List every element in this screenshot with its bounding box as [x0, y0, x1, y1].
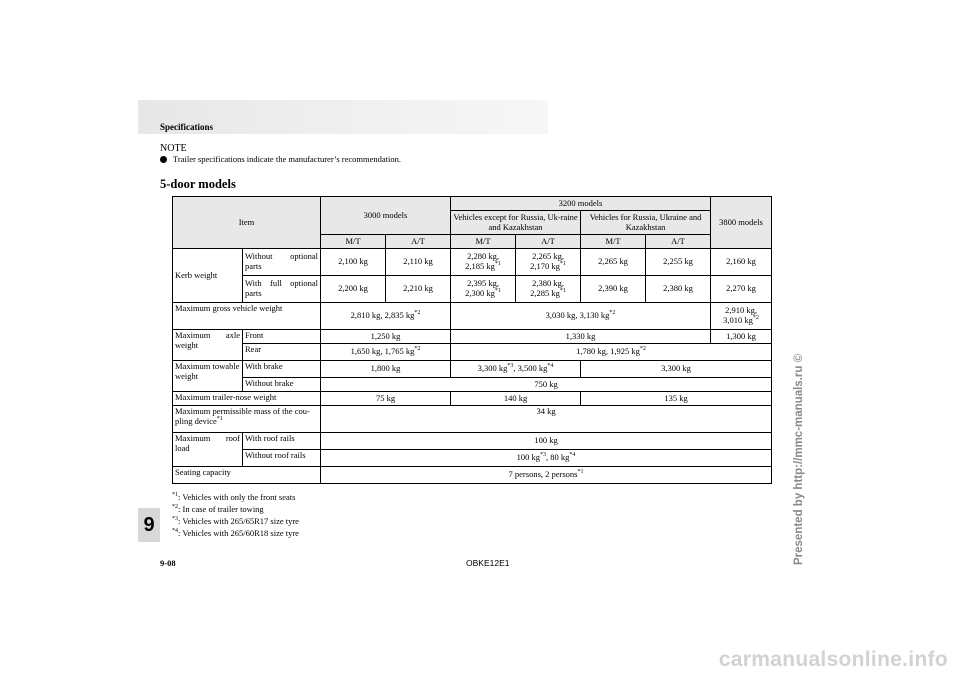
cell: 3,030 kg, 3,130 $kg^{*2}$ [451, 303, 711, 330]
cell: 1,300 kg [711, 330, 772, 344]
watermark: carmanualsonline.info [718, 648, 948, 671]
spec-table [172, 196, 772, 484]
cell: 2,265 kg [581, 249, 646, 276]
cell: 2,810 kg, 2,835 $kg^{*2}$ [321, 303, 451, 330]
cell: 750 kg [321, 378, 772, 392]
cell: 1,780 kg, 1,925 $kg^{*2}$ [451, 344, 772, 361]
footnote: $^{*2}$: In case of trailer towing [172, 504, 264, 514]
bullet-icon [160, 156, 167, 163]
label-nose: Maximum trailer-nose weight [173, 392, 321, 406]
footnotes [172, 491, 299, 539]
label-rear: Rear [243, 344, 321, 361]
cell: 2,100 kg [321, 249, 386, 276]
label-without-rails: Without roof rails [243, 450, 321, 467]
header-mt: M/T [581, 235, 646, 249]
label-with-rails: With roof rails [243, 433, 321, 450]
cell: 2,395 kg, 2,300 $kg^{*1}$ [451, 276, 516, 303]
footnote: $^{*3}$: Vehicles with 265/65R17 size tyre [172, 516, 299, 526]
header-at: A/T [646, 235, 711, 249]
cell: 135 kg [581, 392, 772, 406]
cell: 75 kg [321, 392, 451, 406]
doc-code: OBKE12E1 [466, 558, 510, 568]
side-watermark: Presented by http://mmc-manuals.ru © [793, 353, 805, 565]
cell: 2,280 kg, 2,185 $kg^{*1}$ [451, 249, 516, 276]
header-mt: M/T [451, 235, 516, 249]
header-except: Vehicles except for Russia, Uk-raine and Kazakhstan [451, 211, 581, 235]
cell: 140 kg [451, 392, 581, 406]
label-with-brake: With brake [243, 361, 321, 378]
cell: 1,250 kg [321, 330, 451, 344]
note-text: Trailer specifications indicate the manufacturer’s recommendation. [173, 154, 402, 164]
cell: 2,265 kg, 2,170 $kg^{*1}$ [516, 249, 581, 276]
header-3800: 3800 models [711, 197, 772, 249]
cell: 1,650 kg, 1,765 $kg^{*2}$ [321, 344, 451, 361]
cell: 2,390 kg [581, 276, 646, 303]
cell: 2,160 kg [711, 249, 772, 276]
note-title: NOTE [160, 143, 187, 154]
cell: 3,300 kg [581, 361, 772, 378]
header-at: A/T [516, 235, 581, 249]
cell: 100 $kg^{*3}$, 80 $kg^{*4}$ [321, 450, 772, 467]
cell: 2,270 kg [711, 276, 772, 303]
label-front: Front [243, 330, 321, 344]
cell: 100 kg [321, 433, 772, 450]
cell: 7 persons, 2 persons$^{*1}$ [321, 467, 772, 484]
cell: 34 kg [321, 406, 772, 433]
page-number: 9-08 [160, 558, 176, 568]
cell: 3,300 $kg^{*3}$, 3,500 $kg^{*4}$ [451, 361, 581, 378]
footnote: $^{*4}$: Vehicles with 265/60R18 size tyre [172, 528, 299, 538]
cell: 2,380 kg [646, 276, 711, 303]
label-without-optional: Without optional parts [243, 249, 321, 276]
header-3200: 3200 models [451, 197, 711, 211]
cell: 2,380 kg, 2,285 $kg^{*1}$ [516, 276, 581, 303]
page-header-title: Specifications [160, 122, 213, 132]
header-item: Item [173, 197, 321, 249]
cell: 1,800 kg [321, 361, 451, 378]
cell: 1,330 kg [451, 330, 711, 344]
header-at: A/T [386, 235, 451, 249]
label-kerb: Kerb weight [173, 249, 243, 303]
cell: 2,255 kg [646, 249, 711, 276]
header-3000: 3000 models [321, 197, 451, 235]
note-line [160, 154, 401, 164]
cell: 2,910 kg, 3,010 $kg^{*2}$ [711, 303, 772, 330]
label-coupling: Maximum permissible mass of the cou-pling device$^{*1}$ [173, 406, 321, 433]
label-gross: Maximum gross vehicle weight [173, 303, 321, 330]
header-mt: M/T [321, 235, 386, 249]
label-seating: Seating capacity [173, 467, 321, 484]
label-towable: Maximum towable weight [173, 361, 243, 392]
label-with-full-optional: With full optional parts [243, 276, 321, 303]
header-for: Vehicles for Russia, Ukraine and Kazakhstan [581, 211, 711, 235]
footnote: $^{*1}$: Vehicles with only the front seats [172, 492, 296, 502]
chapter-tab: 9 [138, 508, 160, 542]
label-axle: Maximum axle weight [173, 330, 243, 361]
cell: 2,200 kg [321, 276, 386, 303]
section-title: 5-door models [160, 177, 236, 191]
label-roof: Maximum roof load [173, 433, 243, 467]
cell: 2,210 kg [386, 276, 451, 303]
cell: 2,110 kg [386, 249, 451, 276]
label-without-brake: Without brake [243, 378, 321, 392]
